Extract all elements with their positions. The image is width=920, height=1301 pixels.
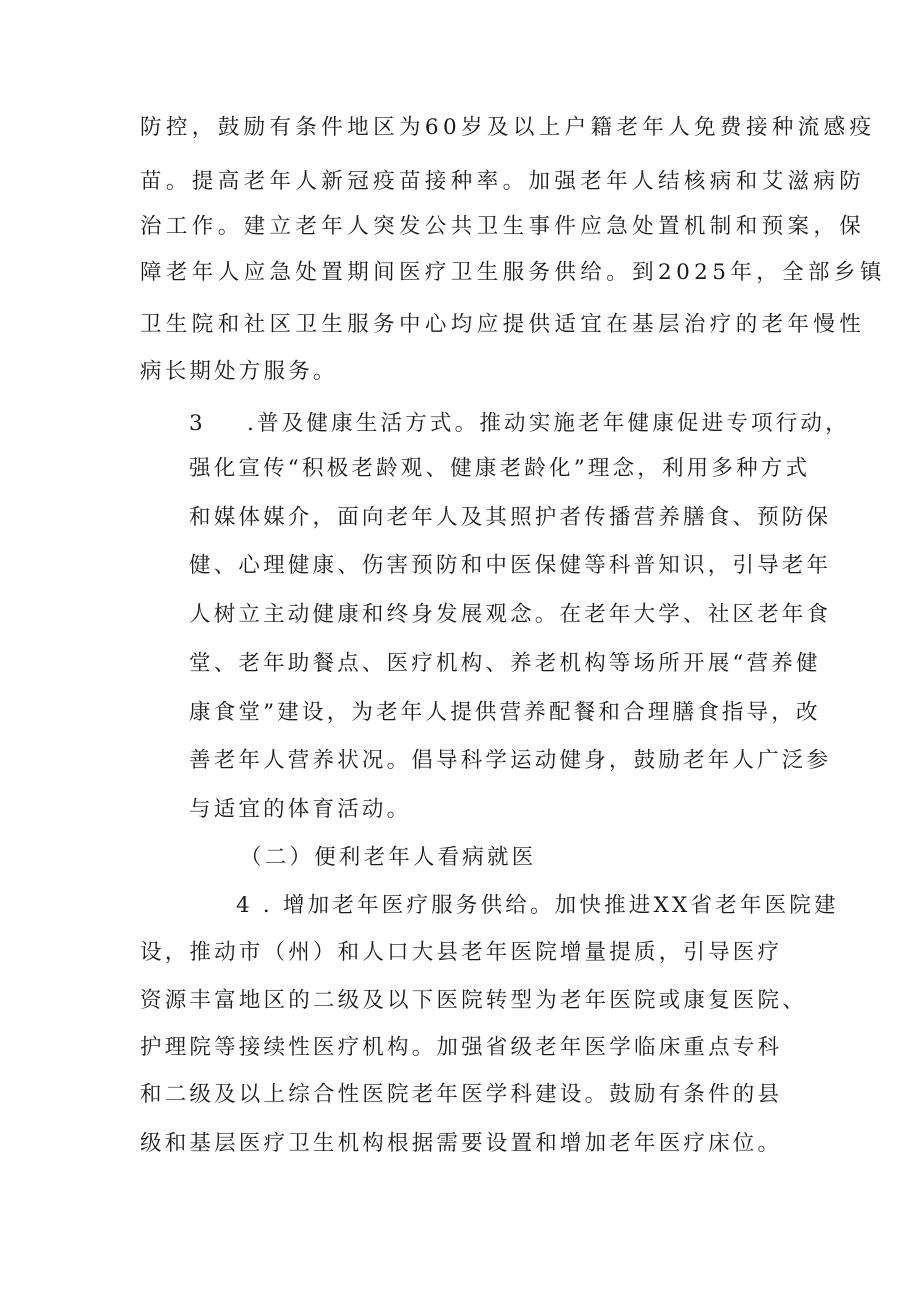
text-line: 卫生院和社区卫生服务中心均应提供适宜在基层治疗的老年慢性 (140, 312, 866, 337)
text-line: 健、心理健康、伤害预防和中医保健等科普知识，引导老年 (189, 553, 832, 578)
text-line: 与适宜的体育活动。 (189, 797, 412, 822)
list-item-first-line (189, 409, 850, 439)
text-line: .普及健康生活方式。推动实施老年健康促进专项行动， (247, 411, 850, 436)
text-line: 设，推动市（州）和人口大县老年医院增量提质，引导医疗 (140, 940, 783, 965)
text-line: 障老年人应急处置期间医疗卫生服务供给。到2025年，全部乡镇 (140, 260, 886, 285)
text-line: 堂、老年助餐点、医疗机构、养老机构等场所开展“营养健 (189, 651, 821, 676)
text-line: 级和基层医疗卫生机构根据需要设置和增加老年医疗床位。 (140, 1131, 783, 1156)
text-line: 和二级及以上综合性医院老年医学科建设。鼓励有条件的县 (140, 1082, 783, 1107)
text-line: 和媒体媒介，面向老年人及其照护者传播营养膳食、预防保 (189, 505, 832, 530)
text-line: 人树立主动健康和终身发展观念。在老年大学、社区老年食 (189, 602, 832, 627)
text-line: 资源丰富地区的二级及以下医院转型为老年医院或康复医院、 (140, 988, 807, 1013)
section-heading: （二）便利老年人看病就医 (240, 845, 537, 870)
text-line: 治工作。建立老年人突发公共卫生事件应急处置机制和预案，保 (140, 214, 866, 239)
text-line: 善老年人营养状况。倡导科学运动健身，鼓励老年人广泛参 (189, 748, 832, 773)
text-line: 护理院等接续性医疗机构。加强省级老年医学临床重点专科 (140, 1035, 783, 1060)
text-line: 苗。提高老年人新冠疫苗接种率。加强老年人结核病和艾滋病防 (140, 169, 866, 194)
text-line: 4 . 增加老年医疗服务供给。加快推进XX省老年医院建 (236, 893, 839, 918)
text-line: 病长期处方服务。 (140, 359, 338, 384)
text-line: 康食堂”建设，为老年人提供营养配餐和合理膳食指导，改 (189, 700, 821, 725)
text-line: 防控，鼓励有条件地区为60岁及以上户籍老年人免费接种流感疫 (140, 115, 876, 140)
text-line: 强化宣传“积极老龄观、健康老龄化”理念，利用多种方式 (189, 456, 811, 481)
list-item-number: 3 (189, 411, 203, 436)
